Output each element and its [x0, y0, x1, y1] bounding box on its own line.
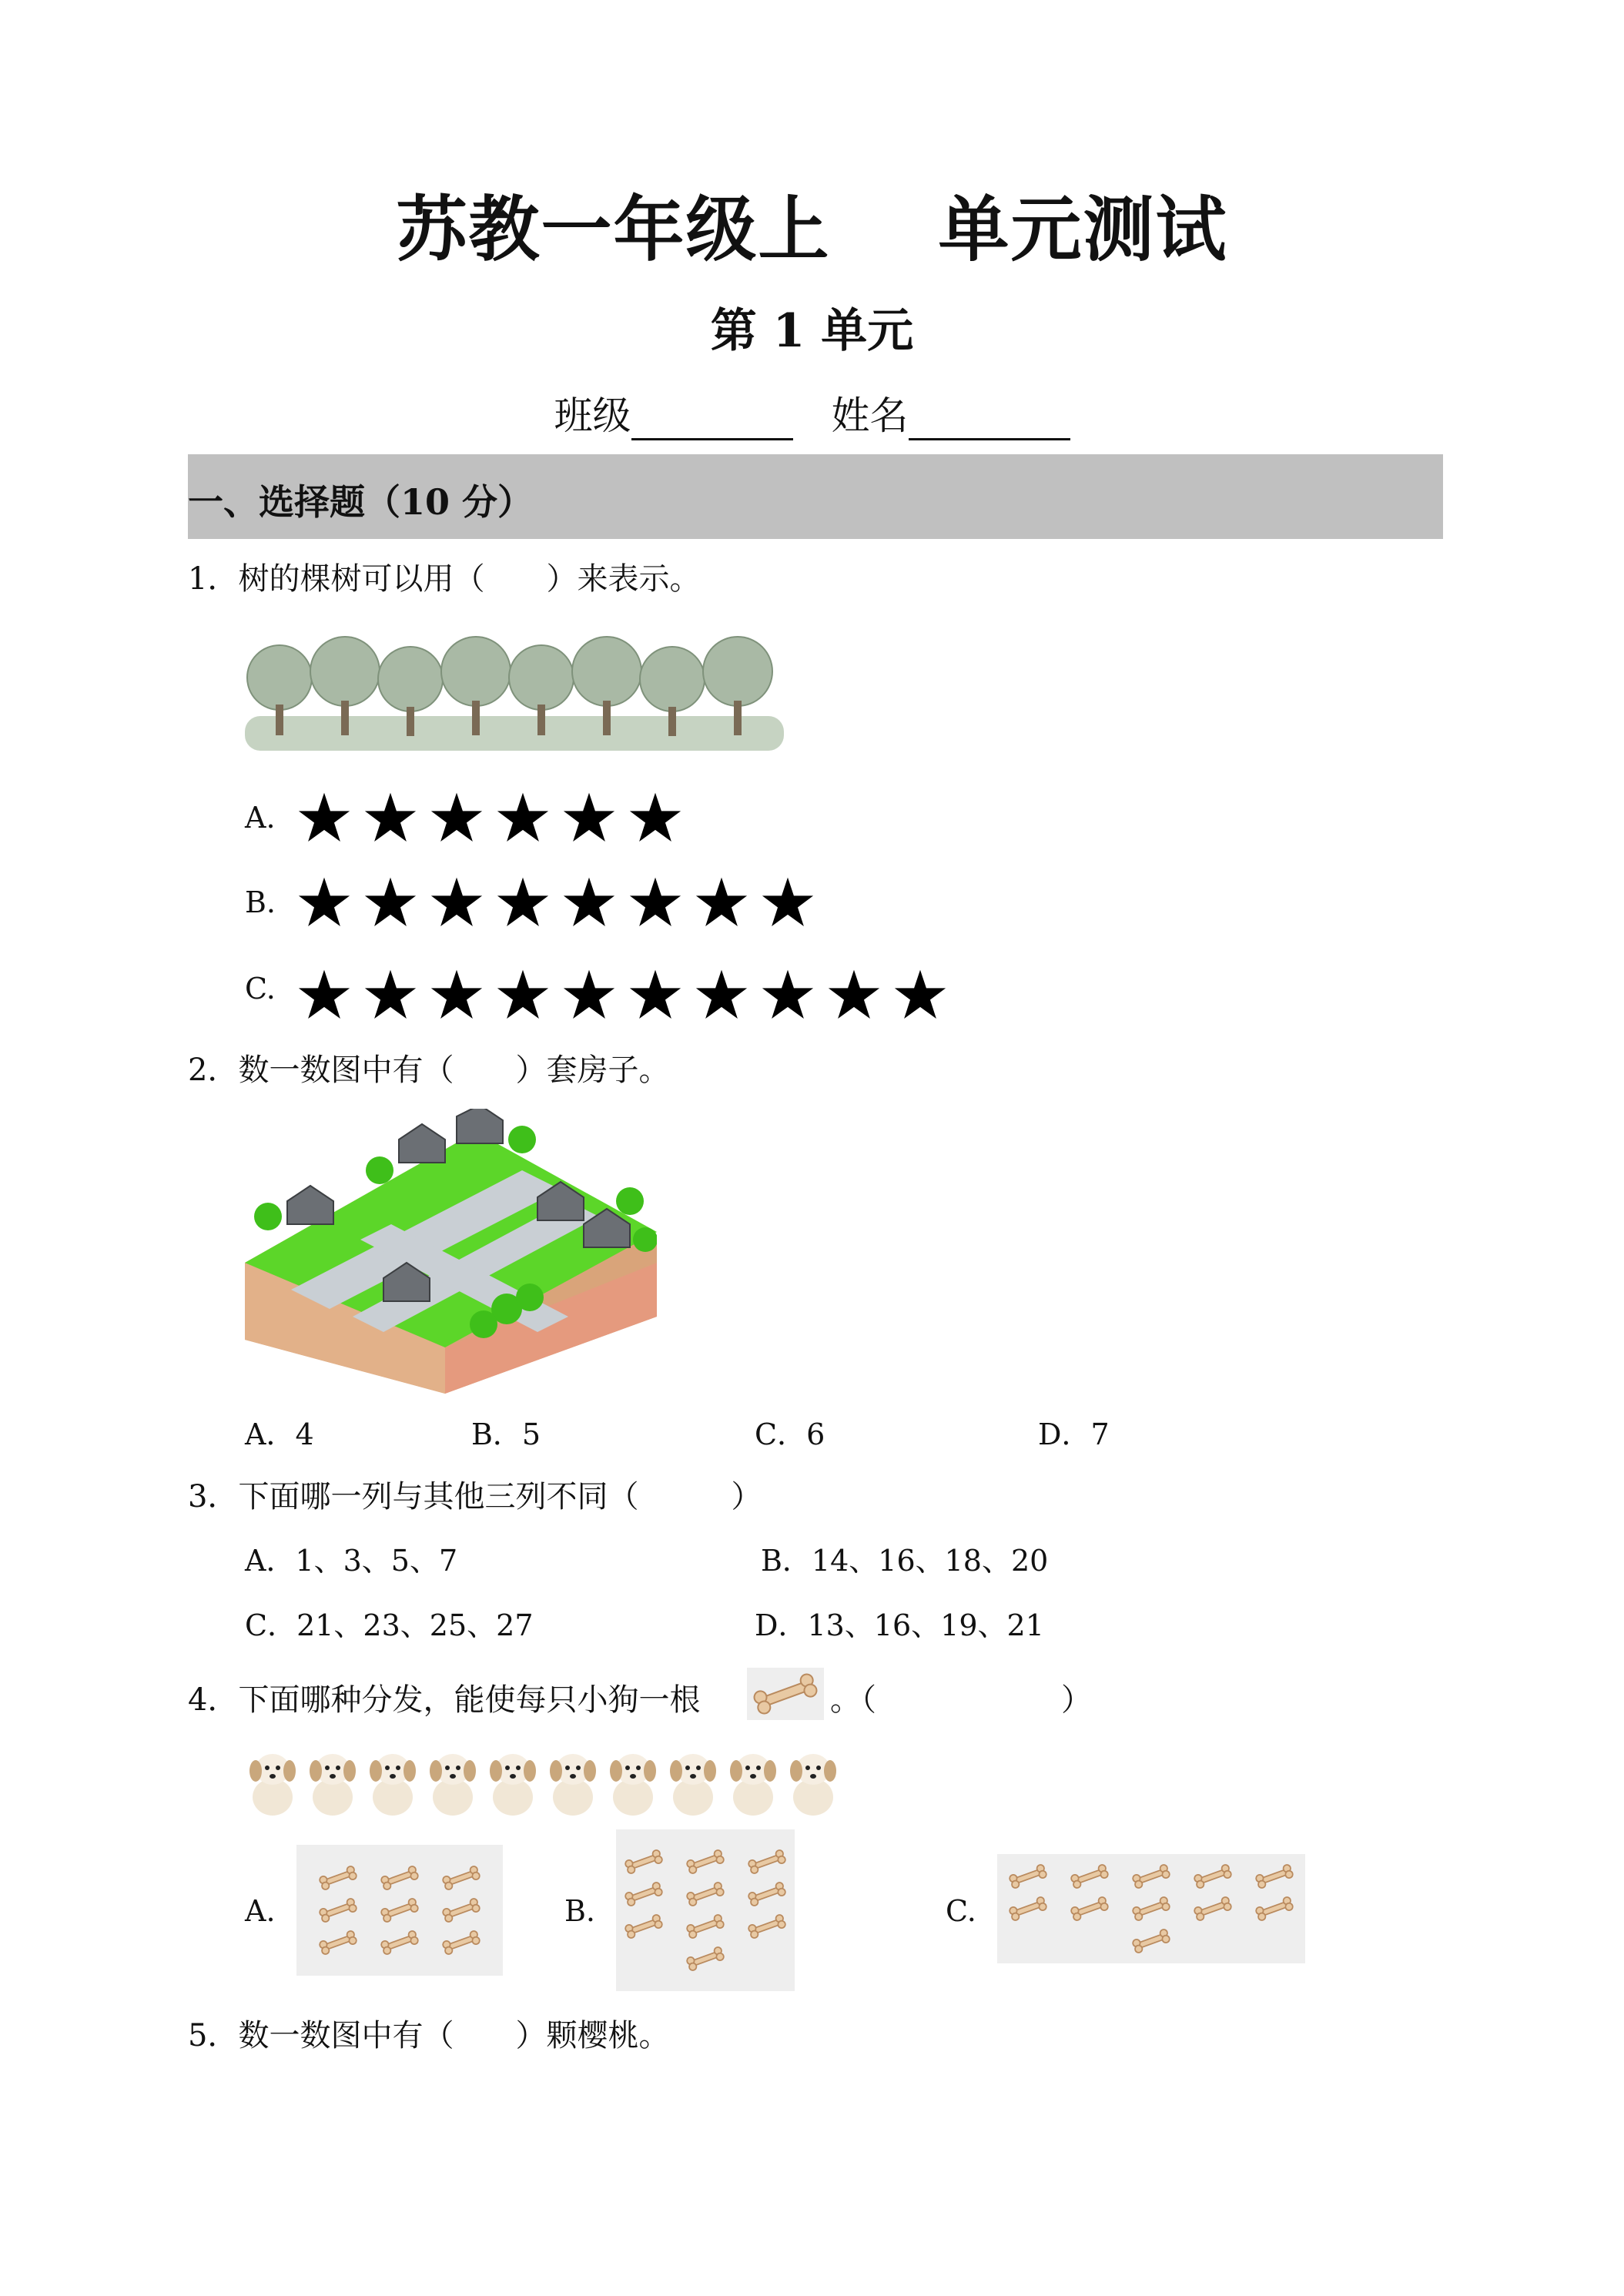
star-icon: [628, 967, 683, 1022]
star-icon: [628, 790, 683, 845]
star-icon: [628, 875, 683, 930]
star-icon: [561, 875, 617, 930]
bone-icon: [434, 1895, 488, 1926]
q2-option-b[interactable]: B．5: [471, 1417, 541, 1451]
bone-icon: [678, 1943, 732, 1974]
question-5: 5．数一数图中有（ ）颗樱桃。: [188, 2018, 670, 2053]
puppy-icon: [245, 1742, 300, 1819]
bone-icon: [1186, 1861, 1240, 1892]
bone-icon: [1124, 1861, 1178, 1892]
star-icon: [363, 875, 418, 930]
puppy-icon: [665, 1742, 721, 1819]
title-right: 单元测试: [938, 189, 1228, 271]
section-header-band: [188, 454, 1443, 539]
star-icon: [495, 875, 551, 930]
puppy-icon: [785, 1742, 841, 1819]
bone-icon: [617, 1879, 671, 1909]
bone-icon: [373, 1895, 427, 1926]
star-icon: [561, 790, 617, 845]
class-blank[interactable]: [631, 398, 793, 440]
star-icon: [694, 875, 749, 930]
q2-option-a[interactable]: A．4: [245, 1417, 314, 1451]
question-2: 2．数一数图中有（ ）套房子。: [188, 1053, 670, 1088]
bone-icon: [311, 1895, 365, 1926]
question-4-text-before: 4．下面哪种分发，能使每只小狗一根: [188, 1682, 701, 1718]
star-icon: [363, 790, 418, 845]
q1-option-c-label: C.: [245, 972, 276, 1006]
q3-option-a[interactable]: A．1、3、5、7: [245, 1544, 458, 1578]
puppy-icon: [545, 1742, 601, 1819]
star-icon: [826, 967, 882, 1022]
q4-option-a-bones[interactable]: [296, 1845, 503, 1976]
bone-icon: [678, 1846, 732, 1877]
name-blank[interactable]: [909, 398, 1070, 440]
star-icon: [561, 967, 617, 1022]
q1-option-a-label: A.: [245, 801, 276, 835]
bone-icon: [434, 1863, 488, 1893]
bone-icon: [1247, 1861, 1301, 1892]
puppy-icon: [485, 1742, 541, 1819]
puppy-icon: [725, 1742, 781, 1819]
bone-icon: [311, 1863, 365, 1893]
bone-icon: [1063, 1861, 1117, 1892]
bone-icon: [1063, 1893, 1117, 1924]
star-icon: [892, 967, 948, 1022]
star-icon: [495, 790, 551, 845]
q2-option-c[interactable]: C．6: [755, 1417, 825, 1451]
puppy-icon: [425, 1742, 481, 1819]
star-icon: [429, 967, 484, 1022]
unit-subtitle: 第 1 单元: [710, 304, 914, 358]
q1-option-b-stars[interactable]: [296, 875, 815, 930]
bone-icon: [1124, 1926, 1178, 1956]
bone-icon: [678, 1911, 732, 1942]
bone-icon: [740, 1911, 794, 1942]
bone-icon: [740, 1846, 794, 1877]
bone-icon: [1001, 1861, 1055, 1892]
class-label: 班级: [554, 393, 631, 438]
bone-icon: [1001, 1893, 1055, 1924]
star-icon: [429, 875, 484, 930]
bone-icon: [740, 1879, 794, 1909]
page-title: [0, 173, 1624, 275]
bone-icon: [1124, 1893, 1178, 1924]
question-4-text-after: 。（ ）: [830, 1682, 1092, 1718]
q3-option-c[interactable]: C．21、23、25、27: [245, 1608, 534, 1642]
title-left: 苏教一年级上: [396, 189, 831, 271]
q3-option-b[interactable]: B．14、16、18、20: [761, 1544, 1049, 1578]
star-icon: [296, 967, 352, 1022]
q3-option-d[interactable]: D．13、16、19、21: [755, 1608, 1044, 1642]
bone-icon: [747, 1668, 824, 1720]
q4-option-c-bones[interactable]: [997, 1854, 1305, 1963]
bone-icon: [617, 1911, 671, 1942]
puppy-icon: [365, 1742, 420, 1819]
bone-icon: [1186, 1893, 1240, 1924]
q2-option-d[interactable]: D．7: [1038, 1417, 1110, 1451]
question-3: 3．下面哪一列与其他三列不同（ ）: [188, 1479, 762, 1514]
houses-image: [245, 1109, 657, 1394]
trees-image: [245, 624, 784, 762]
star-icon: [363, 967, 418, 1022]
q1-option-a-stars[interactable]: [296, 790, 683, 845]
q4-option-b-label: B.: [564, 1894, 596, 1928]
star-icon: [495, 967, 551, 1022]
q1-option-c-stars[interactable]: [296, 967, 948, 1022]
q4-option-c-label: C.: [946, 1894, 976, 1928]
q1-option-b-label: B.: [245, 885, 276, 919]
bone-icon: [311, 1927, 365, 1958]
section-heading: 一、选择题（10 分）: [188, 481, 534, 523]
star-icon: [296, 790, 352, 845]
bone-icon: [434, 1927, 488, 1958]
question-1: 1．树的棵树可以用（ ）来表示。: [188, 561, 701, 597]
dogs-row: [245, 1742, 841, 1819]
star-icon: [694, 967, 749, 1022]
star-icon: [760, 875, 815, 930]
bone-icon: [1247, 1893, 1301, 1924]
bone-icon: [678, 1879, 732, 1909]
star-icon: [296, 875, 352, 930]
star-icon: [429, 790, 484, 845]
puppy-icon: [305, 1742, 360, 1819]
student-info-line: [0, 385, 1624, 440]
name-label: 姓名: [831, 393, 909, 438]
star-icon: [760, 967, 815, 1022]
q4-option-a-label: A.: [245, 1894, 276, 1928]
q4-option-b-bones[interactable]: [616, 1829, 795, 1991]
puppy-icon: [605, 1742, 661, 1819]
bone-icon: [617, 1846, 671, 1877]
bone-icon: [373, 1863, 427, 1893]
bone-icon: [373, 1927, 427, 1958]
